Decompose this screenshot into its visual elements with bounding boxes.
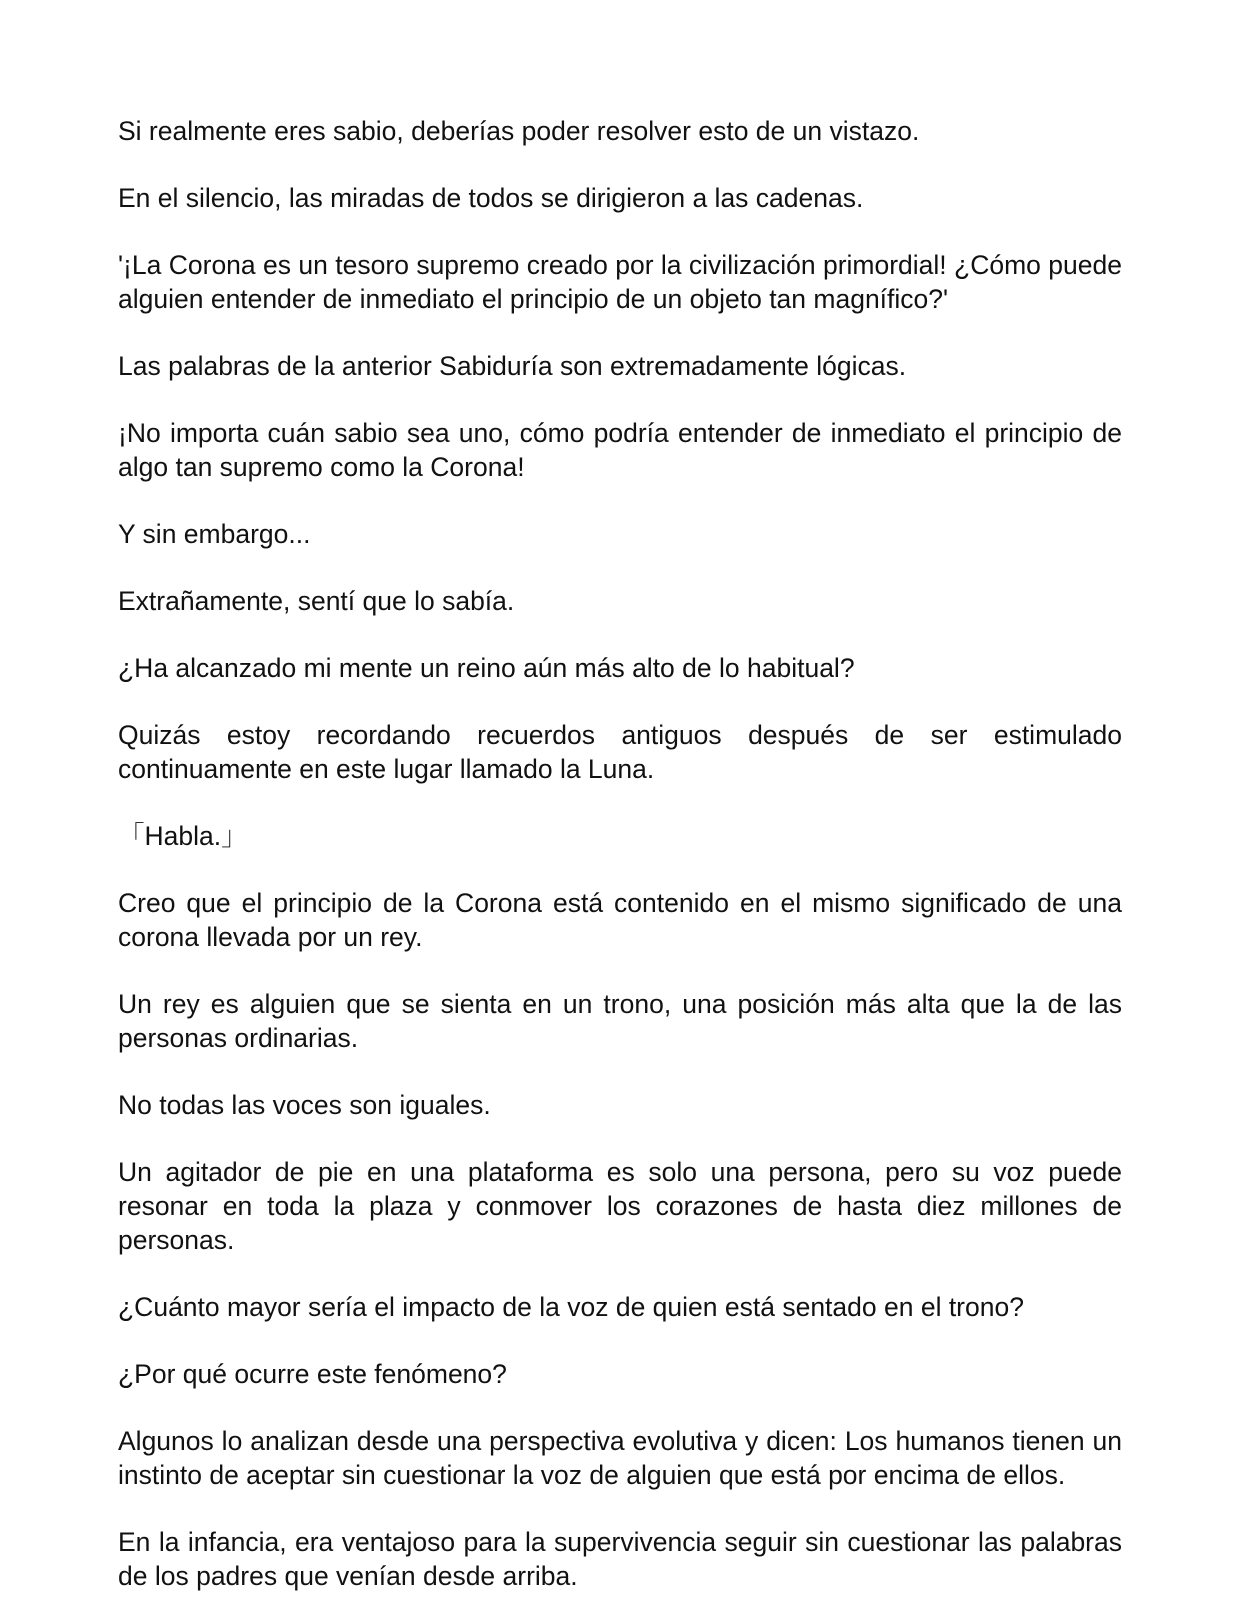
paragraph: Si realmente eres sabio, deberías poder resolver esto de un vistazo.	[118, 116, 920, 146]
paragraph: En la infancia, era ventajoso para la supervivencia seguir sin cuestionar las palabras de los padres que venían desde arriba.	[118, 1527, 1122, 1591]
paragraph: ¿Ha alcanzado mi mente un reino aún más alto de lo habitual?	[118, 653, 855, 683]
paragraph: Quizás estoy recordando recuerdos antiguos después de ser estimulado continuamente en este lugar llamado la Luna.	[118, 720, 1122, 784]
body-text	[118, 114, 1122, 1620]
paragraph: Extrañamente, sentí que lo sabía.	[118, 586, 515, 616]
paragraph: Algunos lo analizan desde una perspectiva evolutiva y dicen: Los humanos tienen un instinto de aceptar sin cuestionar la voz de alguien que está por encima de ellos.	[118, 1426, 1122, 1490]
paragraph: Un agitador de pie en una plataforma es solo una persona, pero su voz puede resonar en toda la plaza y conmover los corazones de hasta diez millones de personas.	[118, 1157, 1122, 1255]
paragraph: 「Habla.」	[118, 821, 248, 851]
paragraph: ¿Cuánto mayor sería el impacto de la voz de quien está sentado en el trono?	[118, 1292, 1024, 1322]
paragraph: Las palabras de la anterior Sabiduría son extremadamente lógicas.	[118, 351, 907, 381]
paragraph: ¿Por qué ocurre este fenómeno?	[118, 1359, 507, 1389]
paragraph: Creo que el principio de la Corona está contenido en el mismo significado de una corona llevada por un rey.	[118, 888, 1122, 952]
paragraph: Y sin embargo...	[118, 519, 311, 549]
paragraph: '¡La Corona es un tesoro supremo creado por la civilización primordial! ¿Cómo puede alguien entender de inmediato el principio de un objeto tan magnífico?'	[118, 250, 1122, 314]
paragraph: ¡No importa cuán sabio sea uno, cómo podría entender de inmediato el principio de algo tan supremo como la Corona!	[118, 418, 1122, 482]
paragraph: En el silencio, las miradas de todos se dirigieron a las cadenas.	[118, 183, 864, 213]
paragraph: No todas las voces son iguales.	[118, 1090, 491, 1120]
paragraph: Un rey es alguien que se sienta en un trono, una posición más alta que la de las personas ordinarias.	[118, 989, 1122, 1053]
